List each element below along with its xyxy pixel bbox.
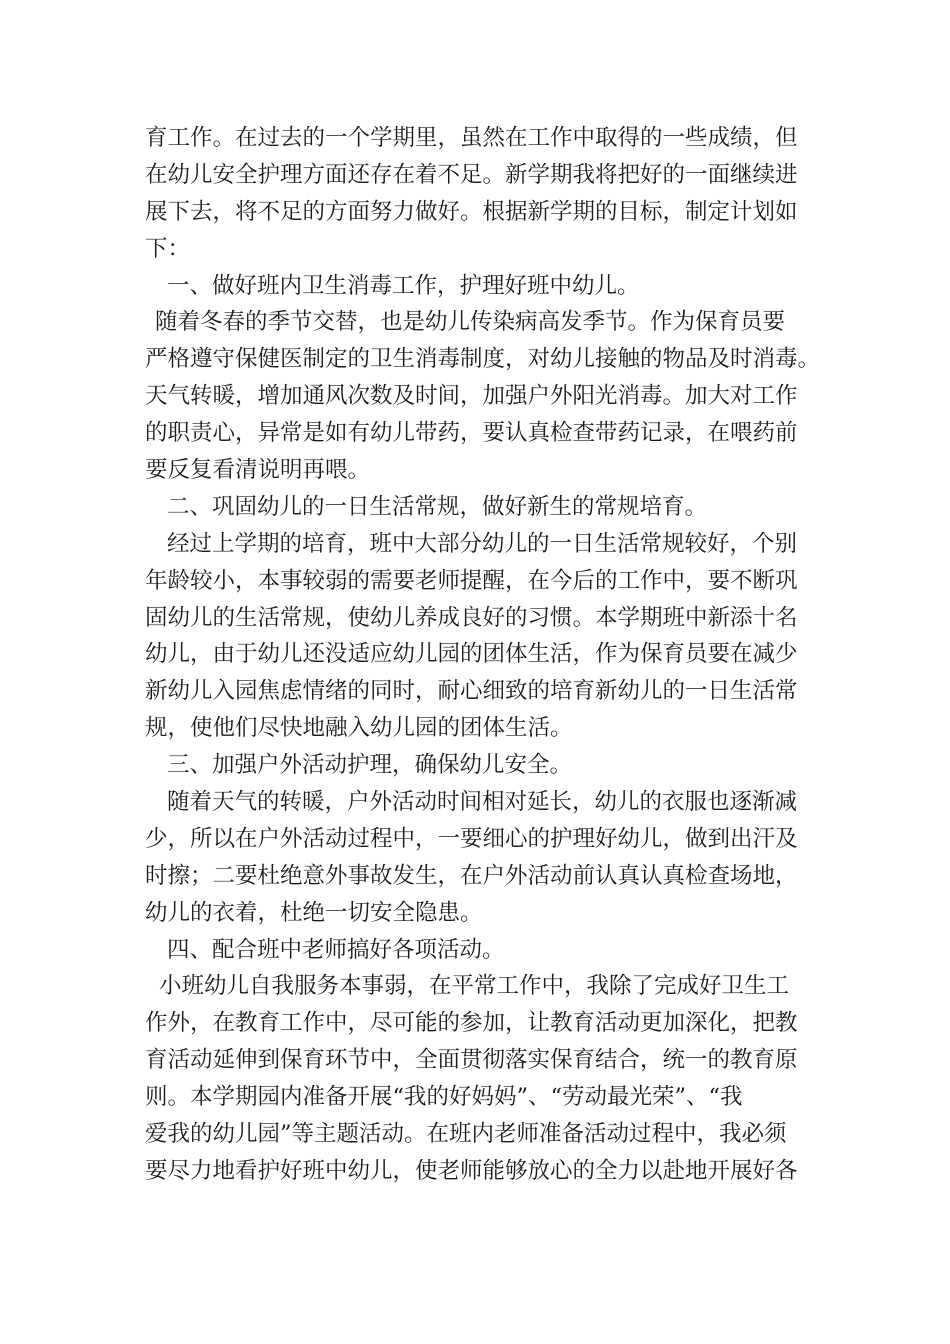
text-line: 幼儿，由于幼儿还没适应幼儿园的团体生活，作为保育员要在减少: [145, 641, 798, 668]
text-line: 年龄较小，本事较弱的需要老师提醒，在今后的工作中，要不断巩: [145, 567, 798, 594]
text-line: 时擦；二要杜绝意外事故发生，在户外活动前认真认真检查场地，: [145, 862, 798, 889]
document-body: [145, 120, 821, 1190]
text-line: 育活动延伸到保育环节中，全面贯彻落实保育结合，统一的教育原: [145, 1047, 798, 1074]
text-line: 则。本学期园内准备开展“我的好妈妈”、“劳动最光荣”、“我: [145, 1084, 743, 1111]
text-line: 的职责心，异常是如有幼儿带药，要认真检查带药记录，在喂药前: [145, 420, 798, 447]
text-line: 展下去，将不足的方面努力做好。根据新学期的目标，制定计划如: [145, 198, 798, 225]
section-heading: 四、配合班中老师搞好各项活动。: [167, 936, 505, 963]
text-line: 严格遵守保健医制定的卫生消毒制度，对幼儿接触的物品及时消毒。: [145, 346, 821, 373]
text-line: 随着冬春的季节交替，也是幼儿传染病高发季节。作为保育员要: [155, 309, 786, 336]
section-heading: 二、巩固幼儿的一日生活常规，做好新生的常规培育。: [167, 493, 708, 520]
text-line: 固幼儿的生活常规，使幼儿养成良好的习惯。本学期班中新添十名: [145, 604, 798, 631]
text-line: 幼儿的衣着，杜绝一切安全隐患。: [145, 899, 483, 926]
section-heading: 一、做好班内卫生消毒工作，护理好班中幼儿。: [167, 272, 640, 299]
text-line: 要尽力地看护好班中幼儿，使老师能够放心的全力以赴地开展好各: [145, 1157, 798, 1184]
text-line: 规，使他们尽快地融入幼儿园的团体生活。: [145, 715, 573, 742]
text-line: 爱我的幼儿园”等主题活动。在班内老师准备活动过程中，我必须: [145, 1121, 787, 1148]
text-line: 随着天气的转暖，户外活动时间相对延长，幼儿的衣服也逐渐减: [167, 789, 798, 816]
text-line: 天气转暖，增加通风次数及时间，加强户外阳光消毒。加大对工作: [145, 383, 798, 410]
text-line: 要反复看清说明再喂。: [145, 457, 371, 484]
text-line: 在幼儿安全护理方面还存在着不足。新学期我将把好的一面继续进: [145, 161, 798, 188]
section-heading: 三、加强户外活动护理，确保幼儿安全。: [167, 752, 573, 779]
text-line: 下：: [145, 235, 191, 262]
text-line: 经过上学期的培育，班中大部分幼儿的一日生活常规较好，个别: [167, 530, 798, 557]
text-line: 新幼儿入园焦虑情绪的同时，耐心细致的培育新幼儿的一日生活常: [145, 678, 798, 705]
text-line: 小班幼儿自我服务本事弱，在平常工作中，我除了完成好卫生工: [159, 973, 790, 1000]
text-line: 作外，在教育工作中，尽可能的参加，让教育活动更加深化，把教: [145, 1010, 798, 1037]
text-line: 育工作。在过去的一个学期里，虽然在工作中取得的一些成绩，但: [145, 125, 798, 151]
text-line: 少，所以在户外活动过程中，一要细心的护理好幼儿，做到出汗及: [145, 825, 798, 852]
